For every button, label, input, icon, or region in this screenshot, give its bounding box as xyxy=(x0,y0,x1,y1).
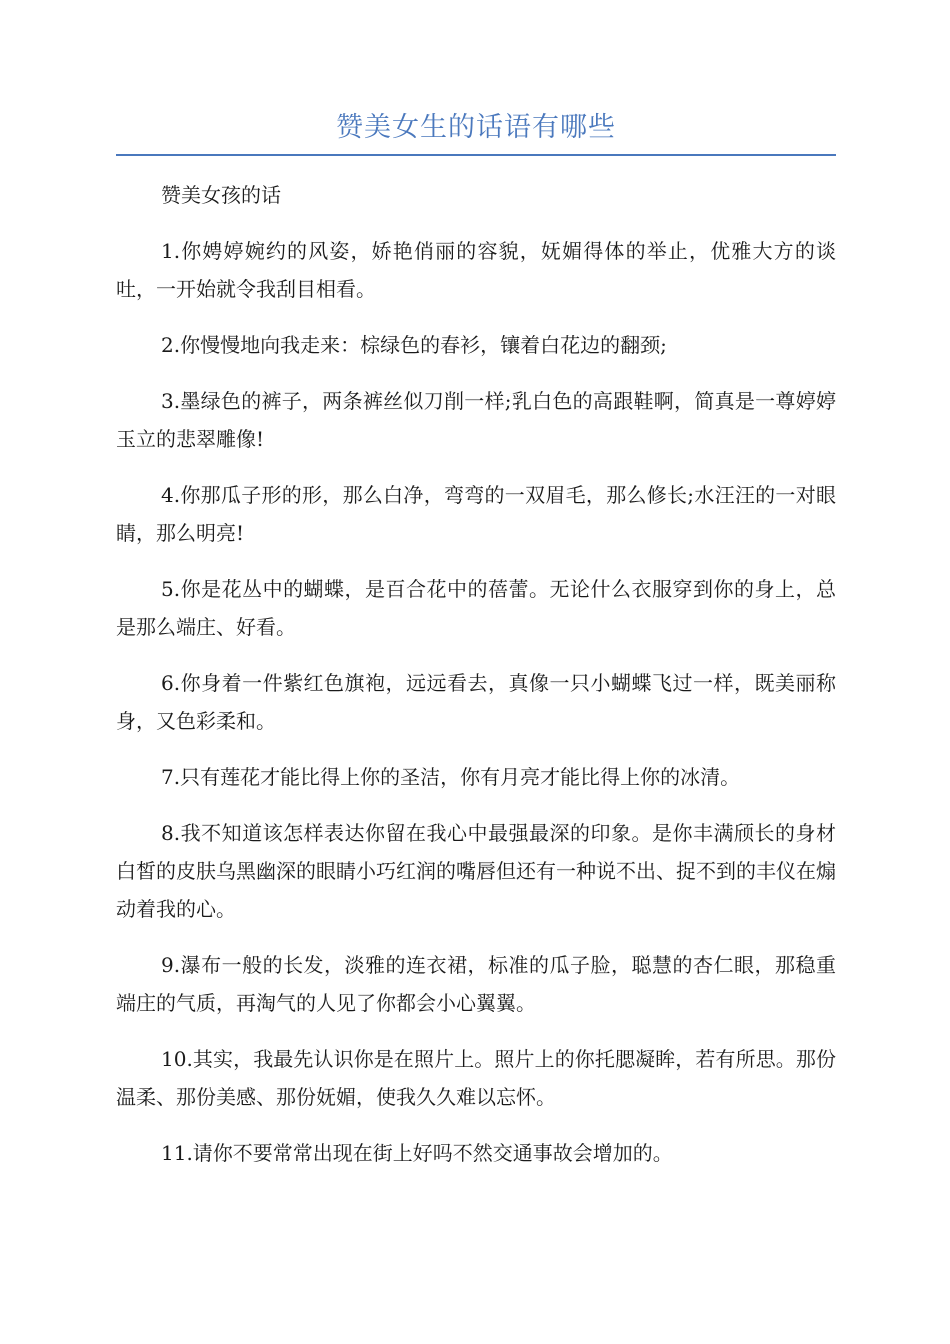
paragraph-8: 8.我不知道该怎样表达你留在我心中最强最深的印象。是你丰满颀长的身材白皙的皮肤乌黑幽深的眼睛小巧红润的嘴唇但还有一种说不出、捉不到的丰仪在煽动着我的心。 xyxy=(116,821,836,921)
paragraph-5: 5.你是花丛中的蝴蝶，是百合花中的蓓蕾。无论什么衣服穿到你的身上，总是那么端庄、好看。 xyxy=(116,577,836,639)
document-title: 赞美女生的话语有哪些 xyxy=(116,108,836,156)
paragraph-10: 10.其实，我最先认识你是在照片上。照片上的你托腮凝眸，若有所思。那份温柔、那份美感、那份妩媚，使我久久难以忘怀。 xyxy=(116,1047,836,1109)
paragraph-6: 6.你身着一件紫红色旗袍，远远看去，真像一只小蝴蝶飞过一样，既美丽称身，又色彩柔和。 xyxy=(116,671,836,733)
paragraph-7: 7.只有莲花才能比得上你的圣洁，你有月亮才能比得上你的冰清。 xyxy=(161,765,741,789)
document-body xyxy=(116,176,836,1172)
paragraph-9: 9.瀑布一般的长发，淡雅的连衣裙，标准的瓜子脸，聪慧的杏仁眼，那稳重端庄的气质，再淘气的人见了你都会小心翼翼。 xyxy=(116,953,836,1015)
paragraph-1: 1.你娉婷婉约的风姿，娇艳俏丽的容貌，妩媚得体的举止，优雅大方的谈吐，一开始就令我刮目相看。 xyxy=(116,239,836,301)
document-page xyxy=(116,108,836,1190)
section-heading: 赞美女孩的话 xyxy=(161,183,281,207)
paragraph-2: 2.你慢慢地向我走来：棕绿色的春衫，镶着白花边的翻颈; xyxy=(161,333,667,357)
paragraph-3: 3.墨绿色的裤子，两条裤丝似刀削一样;乳白色的高跟鞋啊，简真是一尊婷婷玉立的悲翠雕像! xyxy=(116,389,836,451)
paragraph-11: 11.请你不要常常出现在街上好吗不然交通事故会增加的。 xyxy=(161,1141,673,1165)
paragraph-4: 4.你那瓜子形的形，那么白净，弯弯的一双眉毛，那么修长;水汪汪的一对眼睛，那么明亮! xyxy=(116,483,836,545)
